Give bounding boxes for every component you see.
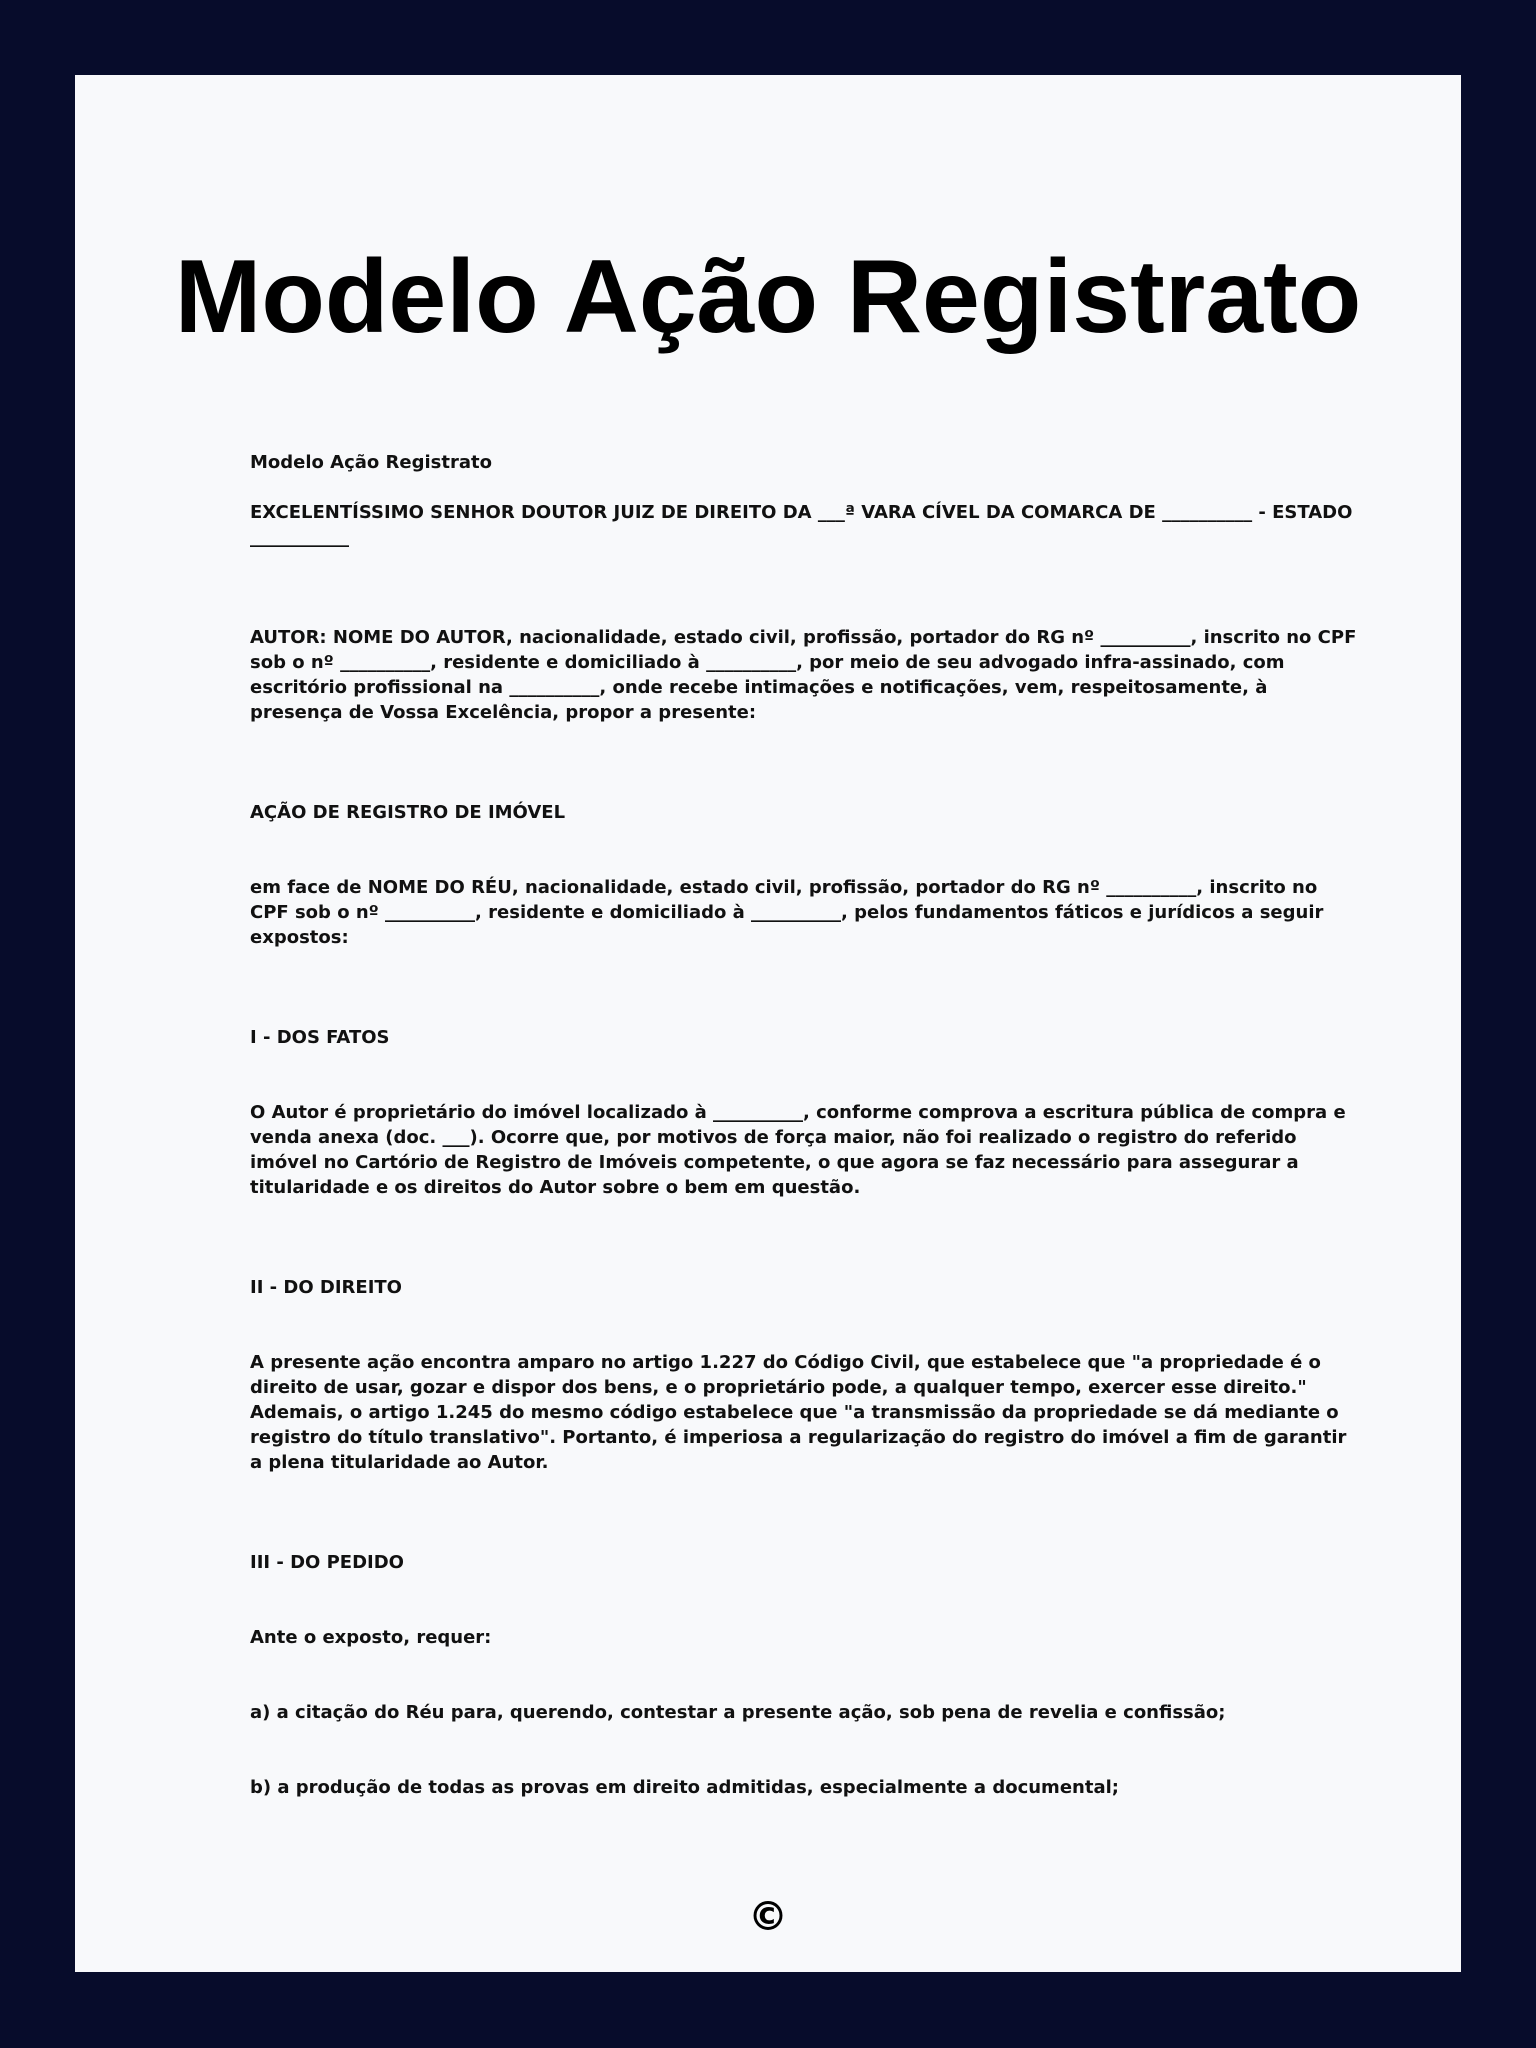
document-page: [75, 75, 1461, 1972]
law-paragraph: A presente ação encontra amparo no artigo 1.227 do Código Civil, que estabelece que "a propriedade é o direito de usar, gozar e dispor dos bens, e o proprietário pode, a qualquer tempo, exercer esse direito." Ademais, o artigo 1.245 do mesmo código estabelece que "a transmissão da propriedade se dá mediante o registro do título translativo". Portanto, é imperiosa a regularização do registro do imóvel a fim de garantir a plena titularidade ao Autor.: [250, 1352, 1347, 1473]
section-heading-law: II - DO DIREITO: [250, 1277, 402, 1298]
court-addressing: EXCELENTÍSSIMO SENHOR DOUTOR JUIZ DE DIREITO DA ___ª VARA CÍVEL DA COMARCA DE __________ - ESTADO ___________: [250, 502, 1353, 548]
document-body: [250, 450, 1360, 1800]
author-qualification: AUTOR: NOME DO AUTOR, nacionalidade, estado civil, profissão, portador do RG nº __________, inscrito no CPF sob o nº __________, residente e domiciliado à __________, por meio de seu advogado infra-assinado, com escritório profissional na __________, onde recebe intimações e notificações, vem, respeitosamente, à presença de Vossa Excelência, propor a presente:: [250, 627, 1357, 723]
section-heading-request: III - DO PEDIDO: [250, 1552, 404, 1573]
document-title: Modelo Ação Registrato: [174, 239, 1362, 355]
section-heading-facts: I - DOS FATOS: [250, 1027, 390, 1048]
request-intro: Ante o exposto, requer:: [250, 1627, 492, 1648]
copyright-icon: ©: [748, 1894, 788, 1940]
request-item-a: a) a citação do Réu para, querendo, contestar a presente ação, sob pena de revelia e confissão;: [250, 1702, 1226, 1723]
facts-paragraph: O Autor é proprietário do imóvel localizado à __________, conforme comprova a escritura pública de compra e venda anexa (doc. ___). Ocorre que, por motivos de força maior, não foi realizado o registro do referido imóvel no Cartório de Registro de Imóveis competente, o que agora se faz necessário para assegurar a titularidade e os direitos do Autor sobre o bem em questão.: [250, 1102, 1346, 1198]
request-item-b: b) a produção de todas as provas em direito admitidas, especialmente a documental;: [250, 1777, 1119, 1798]
document-heading: Modelo Ação Registrato: [250, 452, 492, 473]
defendant-qualification: em face de NOME DO RÉU, nacionalidade, estado civil, profissão, portador do RG nº __________, inscrito no CPF sob o nº __________, residente e domiciliado à __________, pelos fundamentos fáticos e jurídicos a seguir expostos:: [250, 877, 1324, 948]
action-name: AÇÃO DE REGISTRO DE IMÓVEL: [250, 802, 566, 823]
